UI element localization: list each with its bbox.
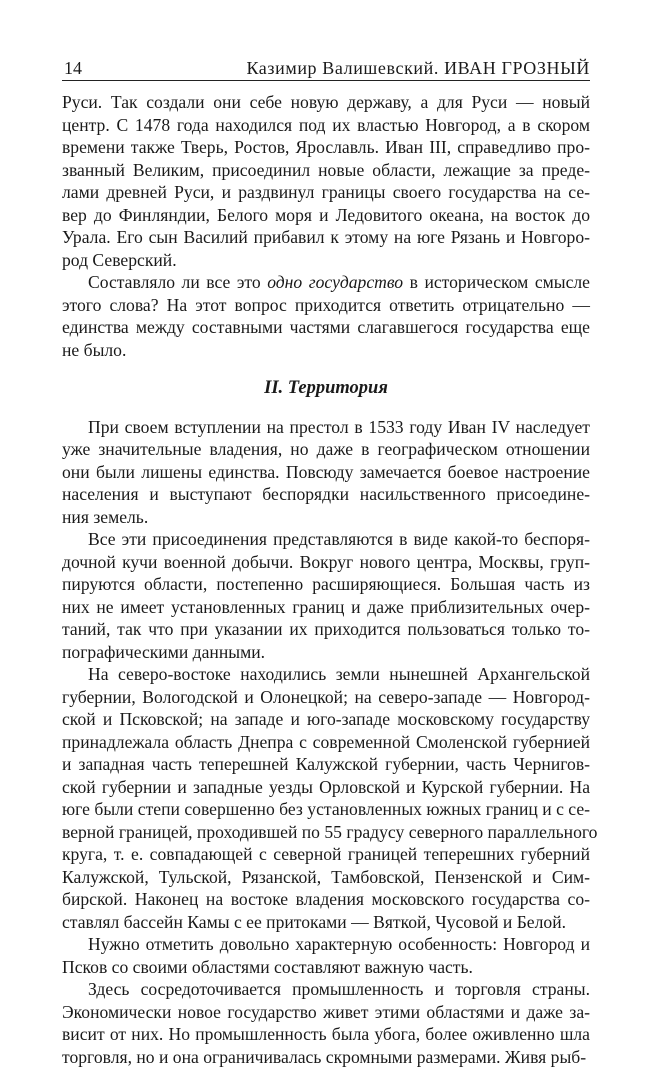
text-line [88, 271, 590, 294]
text-line: Нужно отметить довольно характерную особенность: Новгород и [88, 933, 590, 956]
text-line: Урала. Его сын Василий прибавил к этому на юге Рязань и Новгоро- [62, 226, 590, 249]
section-heading: II. Территория [62, 377, 590, 400]
text-line: таний, так что при указании их приходится пользоваться только то- [62, 618, 590, 641]
text-line: бирской. Наконец на востоке владения московского государства со- [62, 888, 590, 911]
text-line: верной границей, проходившей по 55 градусу северного параллельного [62, 821, 590, 844]
text-line: Калужской, Тульской, Рязанской, Тамбовской, Пензенской и Сим- [62, 866, 590, 889]
text-run: в историческом смысле [403, 272, 590, 292]
text-line: этого слова? На этот вопрос приходится ответить отрицательно — [62, 294, 590, 317]
text-line: Все эти присоединения представляются в виде какой-то беспоря- [88, 528, 590, 551]
text-line: и западная часть теперешней Калужской губернии, часть Чернигов- [62, 753, 590, 776]
italic-phrase: одно государство [267, 272, 403, 292]
text-run: Составляло ли все это [88, 272, 267, 292]
text-line: не было. [62, 339, 590, 362]
text-line: них не имеет установленных границ и даже приблизительных очер- [62, 596, 590, 619]
text-line: пируются области, постепенно расширяющиеся. Большая часть из [62, 573, 590, 596]
text-line: населения и выступают беспорядки насильственного присоедине- [62, 483, 590, 506]
text-line: губернии, Вологодской и Олонецкой; на северо-западе — Новгород- [62, 686, 590, 709]
text-line: ской губернии и западные уезды Орловской и Курской губернии. На [62, 776, 590, 799]
text-line: лами древней Руси, и раздвинул границы своего государства на се- [62, 181, 590, 204]
text-line: они были лишены единства. Повсюду замечается боевое настроение [62, 461, 590, 484]
text-line: ской и Псковской; на западе и юго-западе московскому государству [62, 708, 590, 731]
text-line: Экономически новое государство живет этими областями и даже за- [62, 1001, 590, 1024]
text-line: Здесь сосредоточивается промышленность и торговля страны. [88, 978, 590, 1001]
text-line: пографическими данными. [62, 641, 590, 664]
text-line: времени также Тверь, Ростов, Ярославль. Иван III, справедливо про- [62, 136, 590, 159]
text-line: Псков со своими областями составляют важную часть. [62, 956, 590, 979]
running-title: Казимир Валишевский. ИВАН ГРОЗНЫЙ [246, 55, 590, 81]
text-line: На северо-востоке находились земли нынешней Архангельской [88, 663, 590, 686]
text-line: ставлял бассейн Камы с ее притоками — Вяткой, Чусовой и Белой. [62, 911, 590, 934]
text-line: принадлежала область Днепра с современной Смоленской губернией [62, 731, 590, 754]
running-header [62, 52, 590, 81]
text-line: висит от них. Но промышленность была убога, более оживленно шла [62, 1023, 590, 1046]
text-line: центр. С 1478 года находился под их властью Новгород, а в скором [62, 114, 590, 137]
text-line: единства между составными частями слагавшегося государства еще [62, 316, 590, 339]
text-line: юге были степи совершенно без установленных южных границ и с се- [62, 798, 590, 821]
text-line: ния земель. [62, 506, 590, 529]
page-number: 14 [64, 55, 82, 81]
text-line: званный Великим, присоединил новые области, лежащие за преде- [62, 159, 590, 182]
text-line: Руси. Так создали они себе новую державу, а для Руси — новый [62, 91, 590, 114]
text-line: вер до Финляндии, Белого моря и Ледовитого океана, на восток до [62, 204, 590, 227]
text-line: род Северский. [62, 249, 590, 272]
text-line: дочной кучи военной добычи. Вокруг нового центра, Москвы, груп- [62, 551, 590, 574]
text-line: круга, т. е. совпадающей с северной границей теперешних губерний [62, 843, 590, 866]
text-line: уже значительные владения, но даже в географическом отношении [62, 438, 590, 461]
text-line: торговля, но и она ограничивалась скромными размерами. Живя рыб- [62, 1046, 590, 1068]
text-line: При своем вступлении на престол в 1533 году Иван IV наследует [88, 416, 590, 439]
